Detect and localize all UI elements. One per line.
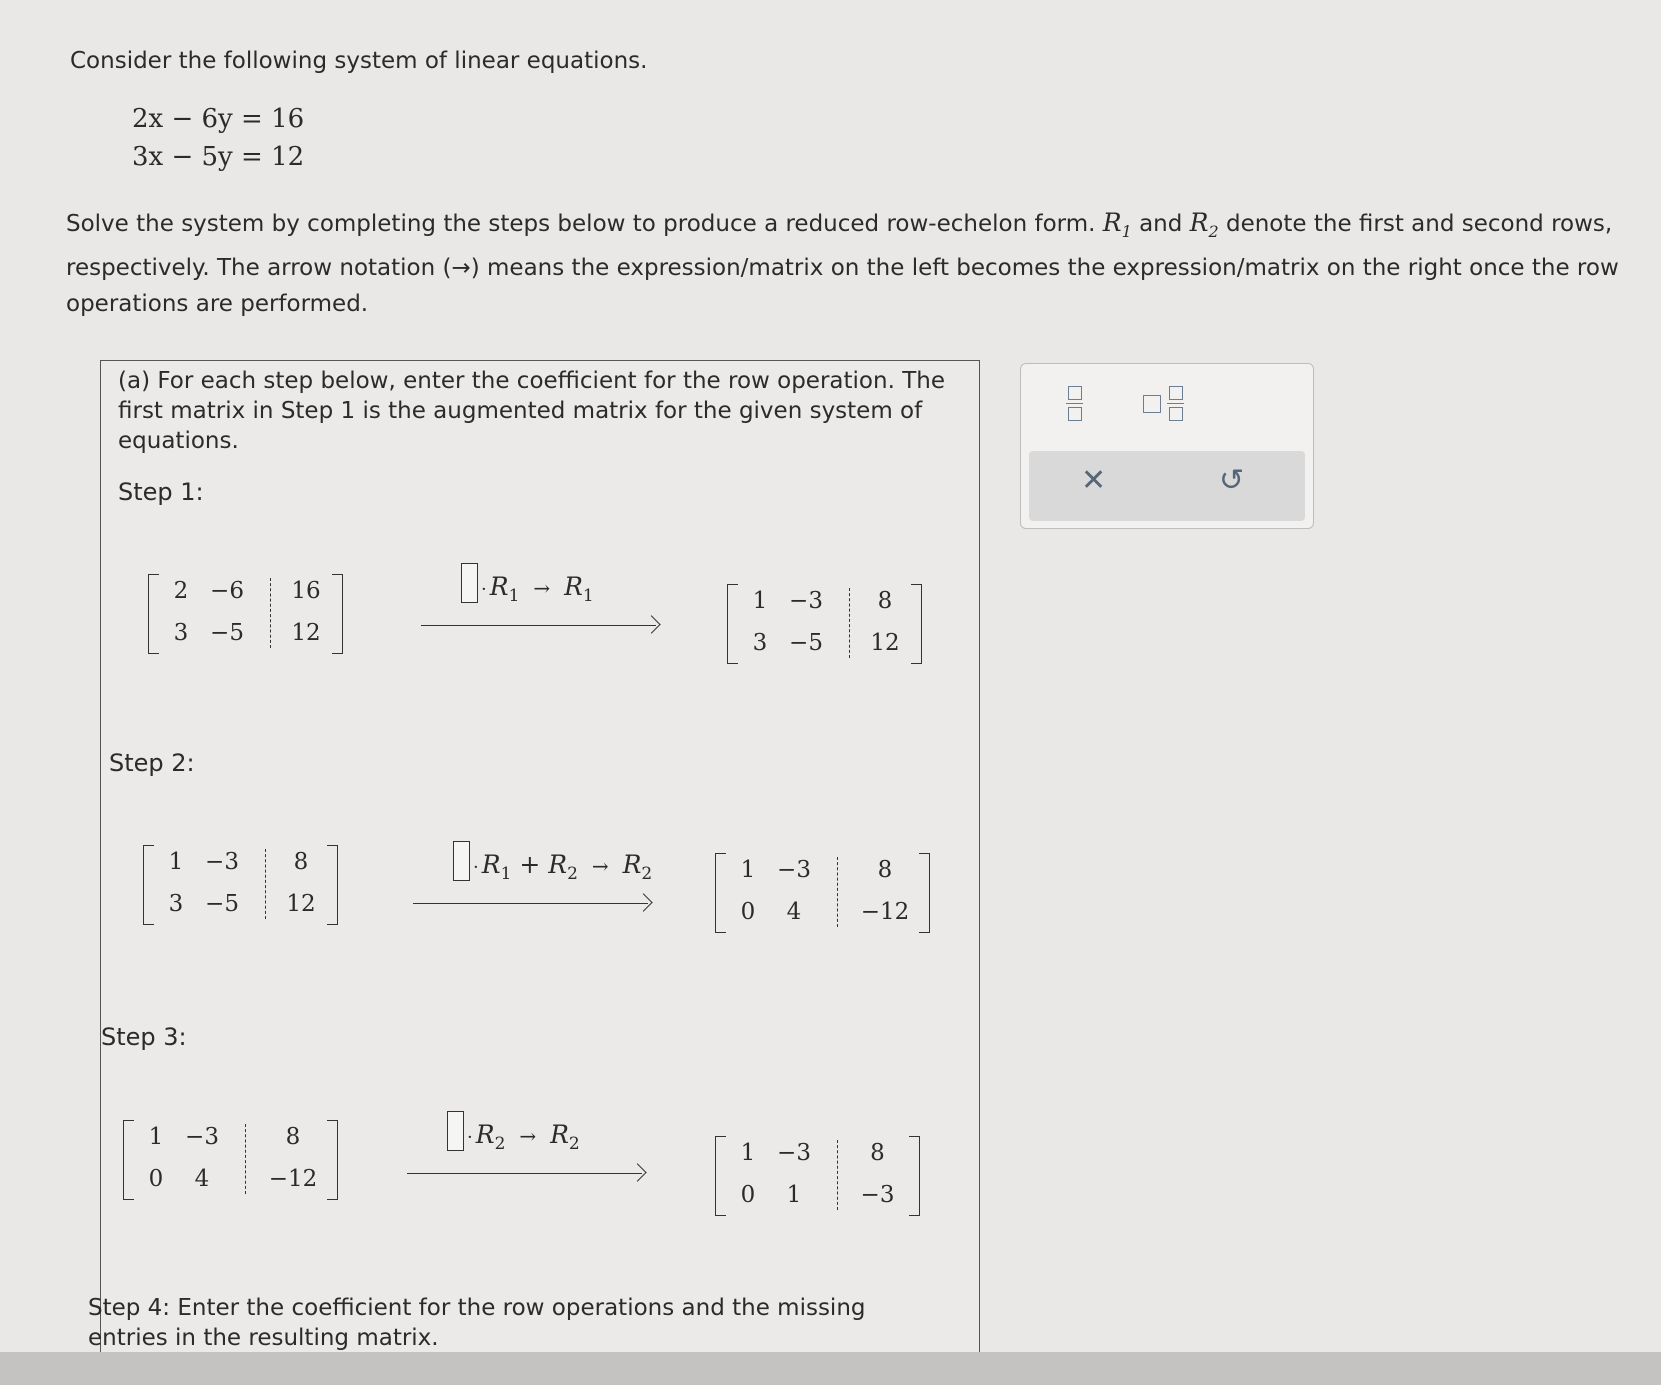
step-1-arrow	[421, 625, 656, 626]
step-3-label: Step 3:	[101, 1023, 187, 1051]
question-panel	[88, 360, 980, 1366]
matrix-cell: 8	[293, 849, 309, 875]
matrix-cell: 1	[740, 857, 756, 883]
step-1-left-matrix	[148, 574, 343, 652]
instructions	[66, 205, 1626, 322]
matrix-cell: 1	[148, 1124, 164, 1150]
r2-symbol: $R_2$	[1189, 208, 1219, 241]
matrix-cell: 1	[168, 849, 184, 875]
toolbox-action-bar	[1029, 451, 1305, 521]
matrix-cell: 16	[291, 578, 321, 604]
mixed-number-template-icon[interactable]	[1143, 386, 1184, 421]
step-1-right-matrix	[727, 584, 922, 662]
matrix-cell: 3	[752, 630, 768, 656]
matrix-cell: 12	[870, 630, 900, 656]
matrix-cell: 0	[740, 899, 756, 925]
step-1-operation: · $R_1 \to R_1$	[421, 563, 666, 643]
step-1-label: Step 1:	[118, 478, 204, 506]
matrix-cell: 8	[870, 1140, 885, 1166]
step-2-right-matrix	[715, 853, 930, 931]
math-toolbox	[1020, 363, 1314, 529]
clear-button[interactable]: ✕	[1081, 463, 1107, 498]
step-3-arrow	[407, 1173, 642, 1174]
fraction-template-icon[interactable]	[1066, 386, 1083, 421]
panel-prompt: (a) For each step below, enter the coefficient for the row operation. The first matrix in Step 1 is the augmented matrix for the given system of equations.	[118, 368, 945, 454]
matrix-cell: 12	[291, 620, 321, 646]
matrix-cell: 1	[740, 1140, 756, 1166]
matrix-cell: 4	[194, 1166, 210, 1192]
matrix-cell: −3	[789, 588, 823, 614]
matrix-cell: −5	[789, 630, 823, 656]
equation-system	[132, 100, 304, 176]
matrix-cell: 0	[148, 1166, 164, 1192]
instructions-and: and	[1139, 211, 1183, 237]
matrix-cell: −3	[205, 849, 239, 875]
matrix-cell: −5	[210, 620, 244, 646]
matrix-cell: 3	[173, 620, 189, 646]
matrix-cell: −3	[185, 1124, 219, 1150]
step-3-operation: · $R_2 \to R_2$	[407, 1111, 652, 1191]
bottom-bar	[0, 1352, 1661, 1385]
matrix-cell: 8	[877, 588, 893, 614]
matrix-cell: −3	[777, 857, 811, 883]
intro-text: Consider the following system of linear equations.	[70, 48, 648, 74]
step-2-operation: · $R_1 + R_2 \to R_2$	[413, 841, 658, 921]
matrix-cell: −12	[860, 899, 910, 925]
step-3-left-matrix	[123, 1120, 338, 1198]
instructions-part1: Solve the system by completing the steps below to produce a reduced row-echelon form.	[66, 211, 1096, 237]
matrix-cell: 8	[285, 1124, 301, 1150]
equation-1: 2x − 6y = 16	[132, 104, 305, 134]
matrix-cell: −12	[268, 1166, 318, 1192]
matrix-cell: 2	[173, 578, 189, 604]
step-2-label: Step 2:	[109, 749, 195, 777]
matrix-cell: −3	[777, 1140, 811, 1166]
step-4-text: Step 4: Enter the coefficient for the row operations and the missing entries in the resulting matrix.	[88, 1295, 866, 1351]
matrix-cell: 8	[877, 857, 893, 883]
matrix-cell: 1	[786, 1182, 802, 1208]
matrix-cell: 1	[752, 588, 768, 614]
step-3-right-matrix	[715, 1136, 920, 1214]
r1-symbol: $R_1$	[1102, 208, 1132, 241]
instructions-part2: denote the first and second rows, respectively. The arrow notation (→) means the expression/matrix on the left becomes the expression/matrix on the right once the row operations are performed.	[66, 211, 1619, 317]
matrix-cell: −3	[860, 1182, 895, 1208]
matrix-cell: 12	[286, 891, 316, 917]
step-2-arrow	[413, 903, 648, 904]
matrix-cell: 4	[786, 899, 802, 925]
undo-button[interactable]: ↺	[1219, 463, 1245, 498]
matrix-cell: 0	[740, 1182, 756, 1208]
step-2-coefficient-input[interactable]	[453, 841, 470, 881]
equation-2: 3x − 5y = 12	[132, 142, 305, 172]
matrix-cell: 3	[168, 891, 184, 917]
matrix-cell: −6	[210, 578, 244, 604]
step-1-coefficient-input[interactable]	[461, 563, 478, 603]
step-2-left-matrix	[143, 845, 338, 923]
matrix-cell: −5	[205, 891, 239, 917]
step-3-coefficient-input[interactable]	[447, 1111, 464, 1151]
